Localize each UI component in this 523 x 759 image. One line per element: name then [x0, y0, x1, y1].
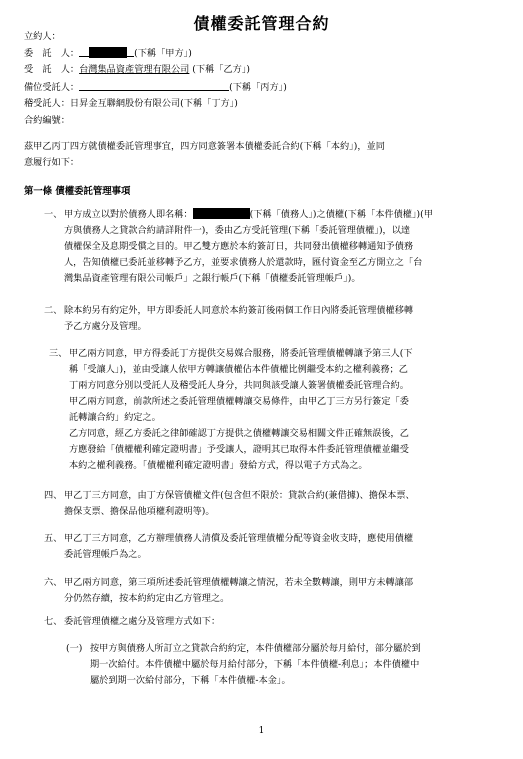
- clause-line: 甲乙兩方同意，第三項所述委託管理債權轉讓之情況，若未全數轉讓，則甲方未轉讓部: [64, 577, 414, 588]
- client-name-redacted: [89, 47, 127, 58]
- clause-line: 託轉讓合約」約定之。: [69, 412, 161, 423]
- clause-line: 稱「受讓人」)，並由受讓人依甲方轉讓債權佔本件債權比例繼受本約之權利義務；乙: [69, 364, 408, 375]
- client-label: 委 託 人：: [24, 48, 80, 59]
- clause-number: 六、: [44, 577, 63, 588]
- clause-line: 擔保支票、擔保品他項權利證明等)。: [64, 506, 215, 517]
- clause-line: 除本約另有約定外，甲方即委託人同意於本約簽訂後兩個工作日內將委託管理債權移轉: [64, 305, 414, 316]
- clause-line: 債權保全及息期受償之目的。甲乙雙方應於本約簽訂日，共同發出債權移轉通知予債務: [64, 241, 414, 252]
- subitem-line: 按甲方與債務人所訂立之貸款合約約定，本件債權部分屬於每月給付，部分屬於到: [90, 643, 421, 654]
- clause-line: 甲乙丁三方同意，由丁方保管債權文件(包含但不限於：貸款合約(兼借據)、擔保本票、: [64, 490, 415, 501]
- document-title: 債權委託管理合約: [193, 14, 330, 33]
- clause-line: 甲乙兩方同意，甲方得委託丁方提供交易媒合服務，將委託管理債權轉讓予第三人(下: [69, 348, 413, 359]
- section-heading: 第一條 債權委託管理事項: [24, 186, 131, 197]
- clause-number: 一、: [44, 209, 63, 220]
- clause-number: 七、: [44, 616, 63, 627]
- parties-header: 立約人：: [24, 31, 61, 42]
- clause-line: 方應發給「債權權利確定證明書」予受讓人，證明其已取得本件委託管理債權並繼受: [69, 444, 409, 455]
- agent-line: [24, 64, 250, 76]
- agent-label: 受 託 人：: [24, 64, 80, 75]
- standby-label: 備位受託人：: [24, 82, 80, 93]
- clause-line: 予乙方處分及管理。: [64, 321, 147, 332]
- clause-number: 三、: [49, 348, 68, 359]
- intro-line: 意履行如下：: [24, 157, 80, 168]
- clause-text: 甲方成立以對於債務人即名稱：: [64, 209, 193, 220]
- contract-number-line: 合約編號：: [24, 115, 70, 126]
- clause-line: 乙方同意，經乙方委託之律師確認丁方提供之債權轉讓交易相關文件正確無誤後，乙: [69, 428, 409, 439]
- clause-line: 本約之權利義務。「債權權利確定證明書」發給方式，得以電子方式為之。: [69, 460, 368, 471]
- clause-line: 灣集品資產管理有限公司帳戶」之銀行帳戶(下稱「債權委託管理帳戶」)。: [64, 273, 361, 284]
- agent-name: 台灣集品資產管理有限公司: [79, 64, 190, 75]
- clause-line: 丁兩方同意分別以受託人及稽受託人身分，共同與該受讓人簽署債權委託管理合約。: [69, 380, 409, 391]
- standby-line: [24, 81, 287, 94]
- clause-number: 五、: [44, 533, 63, 544]
- clause-line: 甲乙兩方同意，前款所述之委託管理債權轉讓交易條件，由甲乙丁三方另行簽定「委: [69, 396, 409, 407]
- standby-suffix: (下稱「丙方」): [229, 82, 287, 93]
- client-line: [24, 47, 192, 60]
- agent-suffix: (下稱「乙方」): [192, 64, 250, 75]
- clause-line: 方與債務人之貸款合約請詳附件一)，委由乙方受託管理(下稱「委託管理債權」)，以達: [64, 225, 411, 236]
- clause-line: 委託管理帳戶為之。: [64, 549, 147, 560]
- subitem-line: 屬於到期一次給付部分，下稱「本件債權-本金」。: [90, 675, 291, 686]
- intro-paragraph: [24, 139, 504, 171]
- client-suffix: (下稱「甲方」): [134, 48, 192, 59]
- clause-line: 甲乙丁三方同意，乙方辦理債務人清償及委託管理債權分配等資金收支時，應使用債權: [64, 533, 414, 544]
- clause-line: 分仍然存續，按本約約定由乙方管理之。: [64, 593, 230, 604]
- clause-text: (下稱「債務人」)之債權(下稱「本件債權」)(甲: [249, 209, 433, 220]
- subitem-number: (一): [66, 643, 83, 654]
- client-blank-lead: [79, 47, 89, 57]
- page-number: 1: [258, 726, 265, 736]
- clause-number: 四、: [44, 490, 63, 501]
- clause-line: 委託管理債權之處分及管理方式如下：: [64, 616, 221, 627]
- clause-line: 人，告知債權已委託並移轉予乙方，並要求債務人於還款時，匯付資金至乙方開立之「台: [64, 257, 423, 268]
- intro-line: 茲甲乙丙丁四方就債權委託管理事宜，四方同意簽署本債權委託合約(下稱「本約」)，並同: [24, 141, 385, 152]
- debtor-name-redacted: [193, 208, 250, 219]
- standby-blank: [79, 81, 229, 91]
- subitem-line: 期一次給付。本件債權中屬於每月給付部分，下稱「本件債權-利息」；本件債權中: [90, 659, 420, 670]
- supervisor-line: 稽受託人：日昇金互聯網股份有限公司(下稱「丁方」): [24, 98, 238, 109]
- clause-number: 二、: [44, 305, 63, 316]
- clause-line: [64, 207, 433, 223]
